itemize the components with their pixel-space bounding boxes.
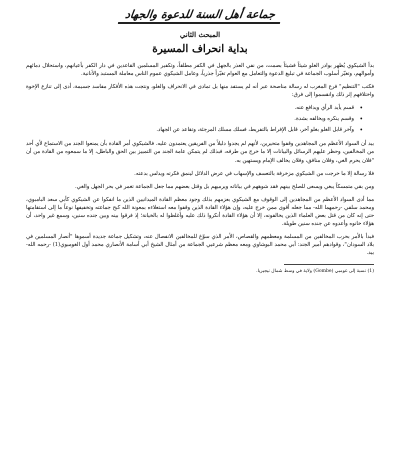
paragraph-commanders: مما أدى السواد الأعظم من المجاهدين إلى الوقوف مع الشيكوي بعزمهم بذلك وجود معظم القادة الميدانيين الذين ما انفكوا عن الشيكوي كأبي سعد البامبوي، ومحمد سلفي -رحمهما الله- مما جعله أقوى ممن خرج عليه، وإن هؤلاء القادة الذين وقفوا معه استعلاءه بمعونة الله كبح جماعته وتخفيفها نوعاً ما إلى استقامتها حتى إنه كان من قتل بعض العلماء الذين يخالفونه، إلا أن هؤلاء القادة أنكروا ذلك عليه وأغلظوا له بالخيانة؛ إذ فرقوا بينه وبين جنده سنين، وسمع غير واحد، أن هؤلاء خانوه وأعدوه عن جنده سنين طويلة. bbox=[26, 196, 374, 228]
list-item: • وآخر قابل الغلو بغلو آخر، قابل الإفراط بالتفريط، فسلك مسلك المرجئة، وتقاعد عن الجهاد. bbox=[26, 126, 354, 135]
publisher-logo bbox=[26, 8, 374, 24]
factions-list bbox=[26, 104, 374, 135]
list-item: • وقسم ينكره ويخالفه بشدة. bbox=[26, 115, 354, 124]
list-item: • قسم يأيد الرأي ويدافع عنه. bbox=[26, 104, 354, 113]
footnote-divider bbox=[284, 264, 374, 265]
paragraph-reconcile: ومن بقي متمسكاً يبغي ويسعى للصلح بينهم فقد شوههم في بياناته ويرميهم بل وقتل بعضهم مما جعل الجماعة تغمر في بحر الجهل والغي. bbox=[74, 183, 374, 190]
footnote: (1) نسبة إلى غومبي (Gombe) ولاية في وسط شمال نيجيريا. bbox=[256, 268, 374, 274]
publisher-logo-text: جماعة أهل السنة للدعوة والجهاد bbox=[118, 8, 282, 24]
paragraph-majority: بيد أن السواد الأعظم من المجاهدين وقفوا متحيرين، لأنهم لم يجدوا دليلاً من الفريقين يعتمدون عليه. فالشيكوي أمر القادة بأن يمنعوا الجند من الاستماع لأي أحد من المخالفين، وحظر عليهم الرسائل والبيانات إلا ما خرج من طرفه، فبذلك لم يتمكن عامة الجند من التمييز بين الحق والباطل، إلا ما سمعوه من القادة من أن "فلان يحرم الغي، وفلان منافق، وفلان يخالف الإمام ويستهين به. bbox=[26, 141, 374, 164]
section-label: المبحث الثاني bbox=[179, 30, 221, 39]
paragraph-intro: بدأ الشيكوي يُظهر بوادر الغلو شيئاً فشيئاً بصمت، من نفي العذر بالجهل في الكفر مطلقاً، وتكفير المسلمين القاعدين في دار الكفر بأعيانهم، واستحلال دمائهم وأموالهم، وتغيّر أسلوب الجماعة في تبليغ الدعوة والتعامل مع العوام تغيّراً جذرياً، وعامل الشيكوي عموم الناس معاملة المستبد والأنانية. bbox=[26, 63, 374, 78]
paragraph-split: فبدأ بالأمر بحرب المخالفين من المسلمة ومعظمهم والقصاص، الأمر الذي سوّغ للمخالفين الانفصال عنه، وتشكيل جماعة جديدة أسموها "أنصار المسلمين في بلاد السودان"، وقوادهم أمير الجند: أبي محمد البوشاوي ومعه معظم شرعيي الجماعة من أمثال الشيخ أبي أسامة الأنصاري محمد أول الغومبوي(1) -رحمه الله- بيد. bbox=[26, 234, 374, 257]
chapter-title: بداية انحراف المسيرة bbox=[152, 43, 248, 55]
paragraph-messages: فلا رسالة إلا ما خرجت من الشيكوي مزخرفة بالتعسف والإسهاب في عرض الدلائل لينمق فكرته ويدلس بدعته. bbox=[134, 170, 374, 177]
paragraph-letter: فكتب "التنظيم" فرع المغرب له رسالة مناصحة عبر أنه لم يستفد منها بل تمادى في الانحراف والغلو، ونتجت هذه الأفكار مفاسد جسيمة، أدى إلى تنازع الإخوة واختلافهم إثر ذلك وانقسموا إلى فرق: bbox=[26, 84, 374, 99]
